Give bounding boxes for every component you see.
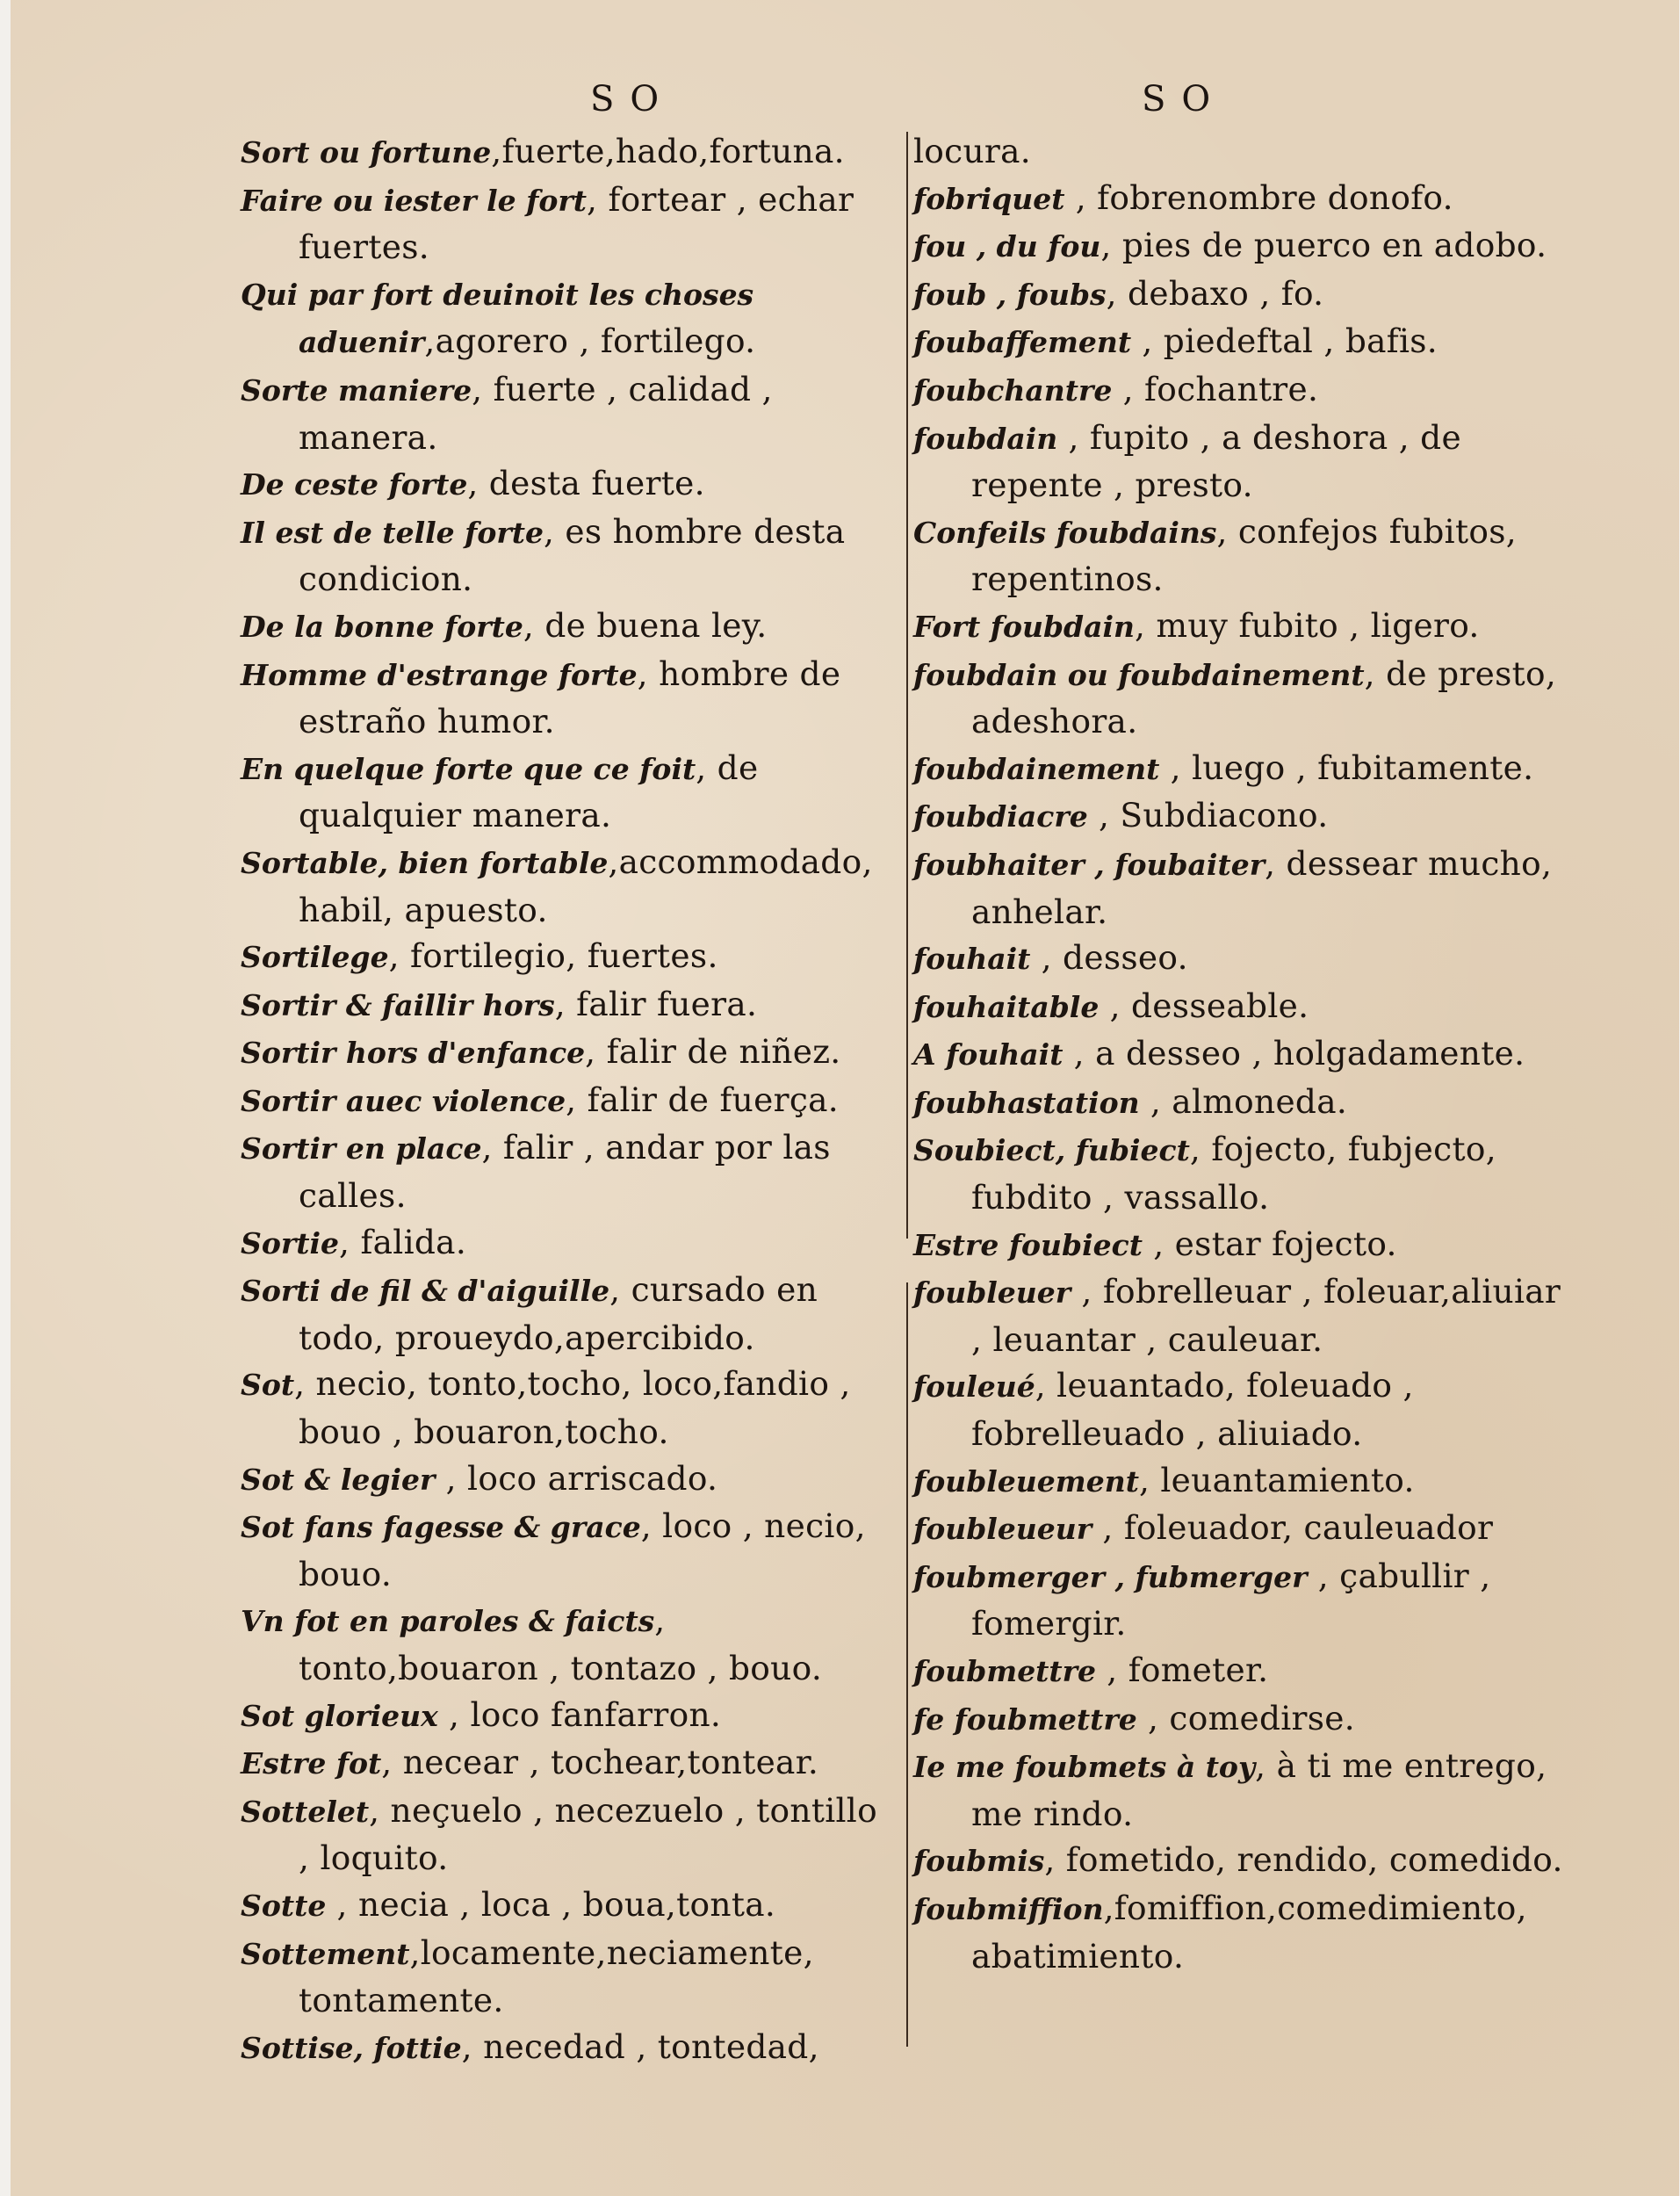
entry-headword: foubmiffion: [913, 1891, 1104, 1926]
entry-translation: , fuerte , calidad , manera.: [299, 369, 773, 457]
entry-translation: , falida.: [339, 1222, 467, 1261]
entry-headword: fobriquet: [913, 181, 1065, 216]
entry-translation: , falir de niñez.: [585, 1032, 841, 1072]
entry-headword: De la bonne forte: [241, 609, 523, 644]
running-head-right: SO: [1142, 79, 1227, 119]
entry-headword: Sort ou fortune: [241, 135, 492, 170]
entry-headword: Il est de telle forte: [241, 515, 544, 550]
entry-headword: Sottement: [241, 1936, 410, 1971]
entry-headword: foub , foubs: [913, 277, 1107, 312]
dictionary-entry: [241, 1503, 896, 1597]
dictionary-entry: [241, 1930, 896, 2024]
dictionary-entry: [241, 933, 896, 981]
entry-translation: , çabullir , fomergir.: [971, 1556, 1491, 1643]
dictionary-entry: [241, 1597, 896, 1691]
entry-translation: , almoneda.: [1139, 1081, 1348, 1121]
dictionary-entry: [241, 981, 896, 1029]
dictionary-entry: [241, 1456, 896, 1504]
dictionary-entry: [241, 460, 896, 509]
entry-headword: foubdain ou foubdainement: [913, 657, 1365, 692]
dictionary-entry: [241, 366, 896, 460]
entry-translation: , fobrenombre donofo.: [1064, 177, 1453, 217]
entry-translation: , necear , tochear,tontear.: [381, 1743, 819, 1782]
entry-headword: Sorti de fil & d'aiguille: [241, 1274, 610, 1309]
dictionary-entry: [913, 1505, 1581, 1553]
entry-translation: , de presto, adeshora.: [971, 654, 1557, 741]
dictionary-entry: [913, 1268, 1581, 1362]
dictionary-entry: [241, 1219, 896, 1268]
entry-translation: , Subdiacono.: [1087, 796, 1329, 835]
dictionary-entry: [241, 1124, 896, 1218]
dictionary-entry: [241, 1077, 896, 1125]
entry-headword: foubmis: [913, 1844, 1045, 1879]
dictionary-entry: [913, 1362, 1581, 1456]
entry-translation: , fometido, rendido, comedido.: [1044, 1840, 1563, 1880]
entry-translation: , desta fuerte.: [467, 464, 705, 503]
dictionary-entry: [241, 509, 896, 603]
entry-translation: , loco , necio, bouo.: [299, 1506, 866, 1593]
entry-translation: , necio, tonto,tocho, loco,fandio , bouo , bouaron,tocho.: [294, 1364, 851, 1452]
dictionary-entry: [241, 177, 896, 271]
entry-translation: , de qualquier manera.: [299, 748, 759, 835]
entry-headword: foubhastation: [913, 1085, 1140, 1120]
dictionary-entry: [241, 2024, 896, 2072]
entry-headword: foubmerger , fubmerger: [913, 1559, 1308, 1594]
dictionary-entry: [913, 1030, 1581, 1079]
entry-translation: , fometer.: [1096, 1651, 1269, 1689]
dictionary-entry: [913, 603, 1581, 651]
entry-headword: Sotte: [241, 1888, 327, 1923]
entry-headword: Fort foubdain: [913, 609, 1136, 644]
dictionary-entry: [913, 1457, 1581, 1506]
entry-translation: ,fomiffion,comedimiento, abatimiento.: [971, 1888, 1527, 1976]
entry-headword: Estre fot: [241, 1746, 382, 1781]
dictionary-entry: [913, 651, 1581, 745]
dictionary-entry: [241, 839, 896, 933]
entry-translation: , fortilegio, fuertes.: [388, 936, 718, 976]
dictionary-entry: [241, 1739, 896, 1788]
dictionary-entry: [913, 271, 1581, 319]
entry-translation: , hombre de estraño humor.: [299, 654, 841, 741]
entry-headword: Sortilege: [241, 940, 389, 975]
dictionary-entry: [913, 318, 1581, 366]
entry-translation: , es hombre desta condicion.: [299, 511, 846, 599]
entry-headword: Sot glorieux: [241, 1698, 438, 1733]
entry-translation: , tonto,bouaron , tontazo , bouo.: [299, 1600, 823, 1687]
entry-translation: , fobrelleuar , foleuar,aliuiar , leuantar , cauleuar.: [971, 1272, 1561, 1359]
entry-headword: De ceste forte: [241, 467, 468, 502]
entry-headword: Qui par fort deuinoit les choses aduenir: [241, 277, 754, 360]
entry-translation: , loco arriscado.: [435, 1458, 718, 1498]
entry-translation: , piedeftal , bafis.: [1131, 321, 1438, 361]
entry-headword: fouhait: [913, 942, 1031, 977]
entry-translation: , necia , loca , boua,tonta.: [326, 1884, 776, 1924]
dictionary-entry: [913, 1743, 1581, 1837]
dictionary-entry: [241, 651, 896, 745]
entry-translation: , confejos fubitos, repentinos.: [971, 511, 1517, 599]
entry-translation: , cursado en todo, proueydo,apercibido.: [299, 1270, 818, 1357]
entry-translation: , estar fojecto.: [1143, 1224, 1397, 1263]
entry-headword: Sortir en place: [241, 1131, 482, 1167]
entry-translation: , falir fuera.: [554, 984, 758, 1023]
entry-headword: fouleué: [913, 1369, 1035, 1405]
entry-headword: Sot & legier: [241, 1462, 436, 1497]
entry-headword: foubdiacre: [913, 799, 1088, 834]
dictionary-entry: [241, 1361, 896, 1455]
dictionary-entry: [913, 1647, 1581, 1695]
entry-translation: , loco fanfarron.: [437, 1694, 722, 1734]
dictionary-entry: [241, 1692, 896, 1740]
entry-translation: , dessear mucho, anhelar.: [971, 843, 1553, 931]
entry-headword: foubleuement: [913, 1463, 1139, 1499]
entry-headword: Sortir auec violence: [241, 1083, 566, 1118]
entry-headword: Sottelet: [241, 1794, 370, 1829]
dictionary-entry: [241, 128, 896, 177]
entry-headword: Estre foubiect: [913, 1227, 1143, 1262]
entry-translation: , pies de puerco en adobo.: [1100, 226, 1547, 265]
entry-headword: foubleuer: [913, 1275, 1071, 1311]
entry-translation: , a desseo , holgadamente.: [1063, 1034, 1525, 1073]
dictionary-entry: [241, 1267, 896, 1361]
dictionary-entry: [913, 222, 1581, 271]
running-head-left: SO: [590, 79, 675, 119]
entry-headword: Sot fans fagesse & grace: [241, 1510, 641, 1545]
entry-headword: fou , du fou: [913, 229, 1101, 264]
entry-translation: , muy fubito , ligero.: [1135, 605, 1480, 645]
entry-headword: foubhaiter , foubaiter: [913, 847, 1265, 882]
entry-headword: foubdainement: [913, 751, 1160, 786]
dictionary-entry: [913, 1221, 1581, 1269]
entry-translation: , fortear , echar fuertes.: [299, 179, 854, 267]
dictionary-entry: [913, 175, 1581, 223]
dictionary-entry: [913, 1079, 1581, 1127]
entry-headword: Sortir hors d'enfance: [241, 1036, 586, 1071]
entry-translation: , necedad , tontedad,: [461, 2026, 819, 2066]
dictionary-entry: [913, 509, 1581, 603]
dictionary-entry: [241, 603, 896, 651]
entry-translation: ,fuerte,hado,fortuna.: [491, 132, 845, 170]
book-page: [11, 0, 1679, 2196]
dictionary-entry: [913, 792, 1581, 841]
entry-headword: Faire ou iester le fort: [241, 183, 587, 218]
entry-translation: , leuantamiento.: [1138, 1460, 1415, 1499]
column-rule-lower: [906, 1282, 908, 2047]
entry-headword: foubchantre: [913, 372, 1113, 408]
dictionary-entry: [913, 1126, 1581, 1220]
entry-headword: En quelque forte que ce foit: [241, 751, 696, 786]
dictionary-entry: [913, 366, 1581, 415]
entry-translation: , fojecto, fubjecto, fubdito , vassallo.: [971, 1130, 1496, 1217]
entry-headword: Sot: [241, 1368, 295, 1403]
entry-translation: , fupito , a deshora , de repente , presto.: [971, 417, 1461, 505]
entry-headword: Soubiect, fubiect: [913, 1133, 1190, 1168]
entry-headword: Sorte maniere: [241, 372, 472, 408]
entry-headword: A fouhait: [913, 1037, 1064, 1073]
entry-headword: Ie me foubmets à toy: [913, 1750, 1256, 1785]
dictionary-entry: [241, 1788, 896, 1882]
entry-translation: , desseo.: [1030, 938, 1188, 978]
entry-translation: , debaxo , fo.: [1106, 273, 1324, 313]
left-column: [241, 128, 896, 2071]
entry-headword: Vn fot en paroles & faicts: [241, 1604, 655, 1639]
entry-translation: , fochantre.: [1112, 369, 1319, 408]
dictionary-entry: [913, 935, 1581, 983]
dictionary-entry: [913, 1885, 1581, 1979]
entry-translation: , de buena ley.: [523, 605, 768, 645]
dictionary-entry: [241, 1029, 896, 1077]
entry-headword: Sortable, bien fortable: [241, 845, 609, 880]
entry-headword: Sottise, fottie: [241, 2030, 462, 2065]
dictionary-entry: [241, 271, 896, 366]
dictionary-entry: [913, 745, 1581, 793]
entry-headword: fe foubmettre: [913, 1701, 1137, 1737]
entry-headword: Sortie: [241, 1225, 340, 1261]
dictionary-entry: [241, 745, 896, 839]
dictionary-entry: [913, 983, 1581, 1031]
entry-headword: foubdain: [913, 421, 1058, 456]
entry-translation: , falir de fuerça.: [566, 1080, 840, 1119]
entry-translation: , luego , fubitamente.: [1159, 748, 1534, 787]
entry-translation: ,accommodado, habil, apuesto.: [299, 842, 873, 929]
entry-translation: , falir , andar por las calles.: [299, 1128, 831, 1216]
entry-translation: , leuantado, foleuado , fobrelleuado , aliuiado.: [971, 1366, 1414, 1454]
entry-translation: , neçuelo , necezuelo , tontillo , loquito.: [299, 1790, 877, 1878]
dictionary-entry: [913, 128, 1581, 175]
dictionary-entry: [913, 1695, 1581, 1744]
entry-headword: Homme d'estrange forte: [241, 657, 638, 692]
entry-translation: , comedirse.: [1136, 1698, 1356, 1737]
dictionary-entry: [913, 1837, 1581, 1885]
entry-translation: ,agorero , fortilego.: [424, 321, 756, 361]
entry-translation: , desseable.: [1099, 986, 1309, 1025]
dictionary-entry: [241, 1882, 896, 1930]
entry-translation: , foleuador, cauleuador: [1092, 1508, 1494, 1548]
dictionary-entry: [913, 415, 1581, 509]
right-column: [913, 128, 1581, 1979]
entry-headword: foubaffement: [913, 325, 1132, 360]
entry-headword: foubleueur: [913, 1512, 1092, 1547]
entry-headword: foubmettre: [913, 1654, 1097, 1688]
entry-translation: locura.: [913, 132, 1032, 170]
entry-headword: Confeils foubdains: [913, 515, 1217, 550]
entry-translation: ,locamente,neciamente, tontamente.: [299, 1932, 814, 2020]
entry-headword: fouhaitable: [913, 989, 1100, 1024]
column-rule-upper: [906, 132, 908, 1239]
dictionary-entry: [913, 841, 1581, 935]
entry-headword: Sortir & faillir hors: [241, 987, 555, 1022]
dictionary-entry: [913, 1553, 1581, 1647]
entry-translation: , à ti me entrego, me rindo.: [971, 1746, 1547, 1833]
